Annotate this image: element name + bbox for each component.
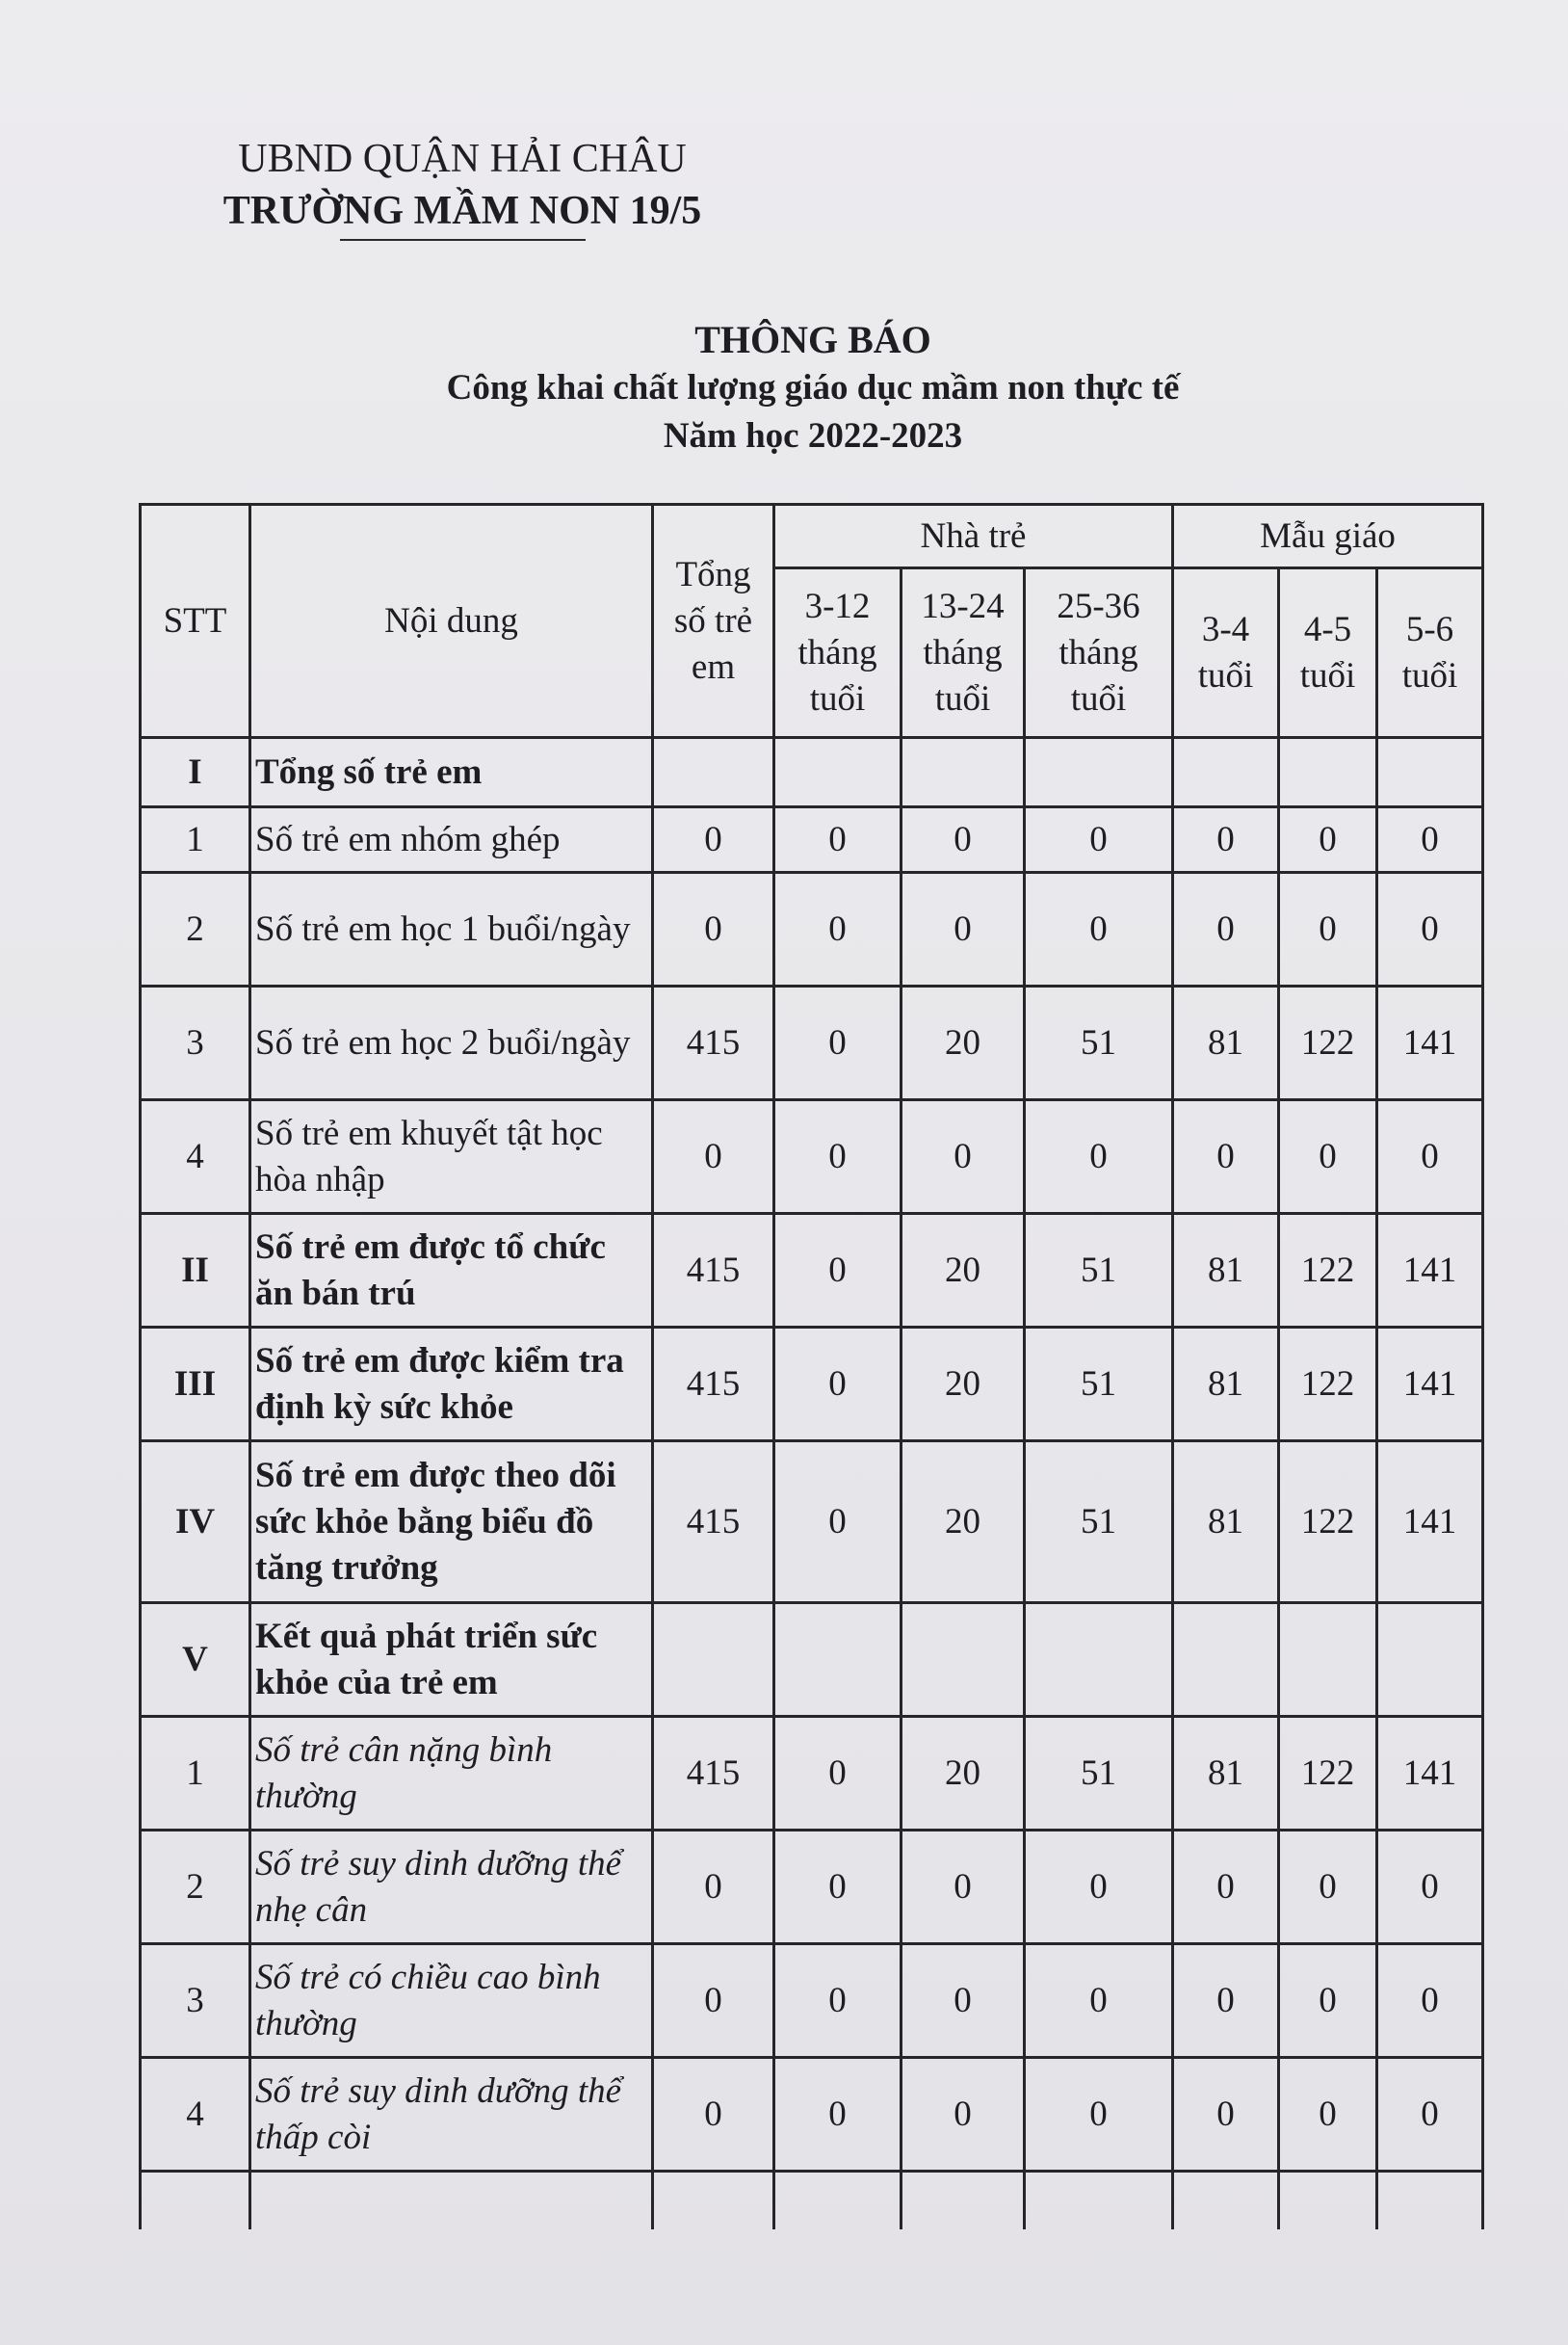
cell-3-4-years: 0 xyxy=(1173,1831,1279,1944)
cell-5-6-years: 141 xyxy=(1377,1214,1483,1328)
row-stt: V xyxy=(141,1603,250,1717)
empty-cell xyxy=(250,2172,653,2229)
cell-total: 415 xyxy=(653,1717,774,1831)
row-stt: 3 xyxy=(141,987,250,1100)
cell-4-5-years xyxy=(1279,738,1377,807)
cell-25-36-months: 0 xyxy=(1025,873,1173,987)
row-stt: 2 xyxy=(141,1831,250,1944)
title-school-year: Năm học 2022-2023 xyxy=(663,416,963,456)
table-row xyxy=(141,1717,1483,1831)
cell-3-12-months: 0 xyxy=(774,987,902,1100)
empty-cell xyxy=(1173,2172,1279,2229)
header-age-5-6-years: 5-6 tuổi xyxy=(1377,568,1483,738)
row-stt: 3 xyxy=(141,1944,250,2058)
cell-total: 0 xyxy=(653,1944,774,2058)
cell-3-4-years: 81 xyxy=(1173,1328,1279,1441)
cell-3-12-months: 0 xyxy=(774,1831,902,1944)
cell-total: 415 xyxy=(653,987,774,1100)
cell-total: 0 xyxy=(653,807,774,873)
row-stt: 2 xyxy=(141,873,250,987)
row-content: Số trẻ em được kiểm tra định kỳ sức khỏe xyxy=(250,1328,653,1441)
row-content: Số trẻ suy dinh dưỡng thể thấp còi xyxy=(250,2058,653,2172)
title-subject: Công khai chất lượng giáo dục mầm non thực tế xyxy=(446,368,1180,408)
header-age-25-36-months: 25-36 tháng tuổi xyxy=(1025,568,1173,738)
cell-25-36-months xyxy=(1025,738,1173,807)
cell-3-4-years xyxy=(1173,738,1279,807)
cell-13-24-months: 20 xyxy=(902,987,1025,1100)
cell-25-36-months: 0 xyxy=(1025,2058,1173,2172)
row-stt: IV xyxy=(141,1441,250,1603)
cell-25-36-months: 51 xyxy=(1025,1214,1173,1328)
cell-5-6-years: 141 xyxy=(1377,1328,1483,1441)
table-row-continuation xyxy=(141,2172,1483,2229)
cell-3-12-months: 0 xyxy=(774,1214,902,1328)
organization-header xyxy=(222,133,703,241)
cell-13-24-months: 0 xyxy=(902,807,1025,873)
header-group-nursery: Nhà trẻ xyxy=(774,505,1173,568)
header-age-13-24-months: 13-24 tháng tuổi xyxy=(902,568,1025,738)
cell-4-5-years: 0 xyxy=(1279,1831,1377,1944)
row-stt: 1 xyxy=(141,1717,250,1831)
row-stt: 4 xyxy=(141,1100,250,1214)
row-content: Số trẻ có chiều cao bình thường xyxy=(250,1944,653,2058)
cell-13-24-months: 20 xyxy=(902,1214,1025,1328)
row-content: Số trẻ em khuyết tật học hòa nhập xyxy=(250,1100,653,1214)
cell-5-6-years xyxy=(1377,738,1483,807)
empty-cell xyxy=(1279,2172,1377,2229)
cell-13-24-months: 0 xyxy=(902,2058,1025,2172)
cell-3-4-years: 0 xyxy=(1173,2058,1279,2172)
empty-cell xyxy=(141,2172,250,2229)
table-row xyxy=(141,1944,1483,2058)
cell-4-5-years: 0 xyxy=(1279,1100,1377,1214)
cell-total: 415 xyxy=(653,1328,774,1441)
cell-3-12-months: 0 xyxy=(774,807,902,873)
header-underline xyxy=(340,239,586,241)
cell-3-12-months: 0 xyxy=(774,1441,902,1603)
cell-25-36-months: 0 xyxy=(1025,1831,1173,1944)
cell-25-36-months: 0 xyxy=(1025,807,1173,873)
cell-5-6-years: 0 xyxy=(1377,1831,1483,1944)
cell-13-24-months: 0 xyxy=(902,873,1025,987)
cell-5-6-years: 0 xyxy=(1377,2058,1483,2172)
cell-25-36-months: 51 xyxy=(1025,1717,1173,1831)
cell-3-4-years: 81 xyxy=(1173,1441,1279,1603)
cell-13-24-months: 20 xyxy=(902,1717,1025,1831)
cell-total: 415 xyxy=(653,1441,774,1603)
cell-13-24-months: 0 xyxy=(902,1831,1025,1944)
header-group-kindergarten: Mẫu giáo xyxy=(1173,505,1483,568)
cell-total xyxy=(653,1603,774,1717)
table-row xyxy=(141,1214,1483,1328)
cell-3-4-years: 0 xyxy=(1173,1944,1279,2058)
cell-4-5-years: 122 xyxy=(1279,1214,1377,1328)
cell-5-6-years: 0 xyxy=(1377,1944,1483,2058)
cell-5-6-years: 0 xyxy=(1377,873,1483,987)
cell-13-24-months: 0 xyxy=(902,1944,1025,2058)
table-row xyxy=(141,1328,1483,1441)
table-row xyxy=(141,1100,1483,1214)
cell-total: 0 xyxy=(653,1100,774,1214)
cell-13-24-months: 20 xyxy=(902,1328,1025,1441)
cell-25-36-months: 51 xyxy=(1025,987,1173,1100)
cell-4-5-years: 122 xyxy=(1279,1717,1377,1831)
org-line-district: UBND QUẬN HẢI CHÂU xyxy=(238,137,687,181)
empty-cell xyxy=(653,2172,774,2229)
cell-total: 0 xyxy=(653,873,774,987)
table-row xyxy=(141,738,1483,807)
cell-3-12-months xyxy=(774,1603,902,1717)
org-line-school: TRƯỜNG MẦM NON 19/5 xyxy=(222,189,702,233)
row-content: Số trẻ cân nặng bình thường xyxy=(250,1717,653,1831)
cell-5-6-years xyxy=(1377,1603,1483,1717)
cell-25-36-months: 0 xyxy=(1025,1944,1173,2058)
cell-total: 0 xyxy=(653,1831,774,1944)
header-age-3-4-years: 3-4 tuổi xyxy=(1173,568,1279,738)
header-stt: STT xyxy=(141,505,250,738)
cell-5-6-years: 141 xyxy=(1377,987,1483,1100)
cell-3-12-months: 0 xyxy=(774,2058,902,2172)
cell-3-12-months: 0 xyxy=(774,1717,902,1831)
row-content: Số trẻ em học 2 buổi/ngày xyxy=(250,987,653,1100)
cell-3-12-months: 0 xyxy=(774,1328,902,1441)
row-content: Số trẻ suy dinh dưỡng thể nhẹ cân xyxy=(250,1831,653,1944)
row-stt: II xyxy=(141,1214,250,1328)
cell-13-24-months: 20 xyxy=(902,1441,1025,1603)
cell-13-24-months xyxy=(902,1603,1025,1717)
cell-5-6-years: 141 xyxy=(1377,1717,1483,1831)
header-content: Nội dung xyxy=(250,505,653,738)
header-total: Tổng số trẻ em xyxy=(653,505,774,738)
cell-3-4-years: 0 xyxy=(1173,807,1279,873)
table-row xyxy=(141,1441,1483,1603)
cell-3-4-years: 0 xyxy=(1173,873,1279,987)
cell-3-4-years: 81 xyxy=(1173,1214,1279,1328)
title-notice: THÔNG BÁO xyxy=(694,318,931,361)
cell-3-12-months xyxy=(774,738,902,807)
cell-total: 415 xyxy=(653,1214,774,1328)
cell-4-5-years: 0 xyxy=(1279,1944,1377,2058)
cell-4-5-years: 0 xyxy=(1279,2058,1377,2172)
row-content: Số trẻ em nhóm ghép xyxy=(250,807,653,873)
header-age-4-5-years: 4-5 tuổi xyxy=(1279,568,1377,738)
cell-3-4-years: 81 xyxy=(1173,987,1279,1100)
cell-5-6-years: 0 xyxy=(1377,807,1483,873)
row-stt: 1 xyxy=(141,807,250,873)
cell-3-4-years: 81 xyxy=(1173,1717,1279,1831)
empty-cell xyxy=(902,2172,1025,2229)
cell-3-4-years xyxy=(1173,1603,1279,1717)
table-row xyxy=(141,1831,1483,1944)
quality-report-table xyxy=(139,503,1484,2229)
cell-25-36-months: 51 xyxy=(1025,1328,1173,1441)
cell-25-36-months: 0 xyxy=(1025,1100,1173,1214)
empty-cell xyxy=(774,2172,902,2229)
table-row xyxy=(141,1603,1483,1717)
empty-cell xyxy=(1025,2172,1173,2229)
empty-cell xyxy=(1377,2172,1483,2229)
table-row xyxy=(141,807,1483,873)
cell-3-4-years: 0 xyxy=(1173,1100,1279,1214)
cell-5-6-years: 0 xyxy=(1377,1100,1483,1214)
cell-4-5-years: 0 xyxy=(1279,807,1377,873)
row-content: Số trẻ em học 1 buổi/ngày xyxy=(250,873,653,987)
table-row xyxy=(141,873,1483,987)
cell-4-5-years xyxy=(1279,1603,1377,1717)
cell-4-5-years: 122 xyxy=(1279,987,1377,1100)
row-content: Số trẻ em được tổ chức ăn bán trú xyxy=(250,1214,653,1328)
table-row xyxy=(141,2058,1483,2172)
row-stt: III xyxy=(141,1328,250,1441)
cell-25-36-months: 51 xyxy=(1025,1441,1173,1603)
cell-total: 0 xyxy=(653,2058,774,2172)
cell-4-5-years: 122 xyxy=(1279,1328,1377,1441)
cell-13-24-months xyxy=(902,738,1025,807)
row-stt: I xyxy=(141,738,250,807)
row-content: Kết quả phát triển sức khỏe của trẻ em xyxy=(250,1603,653,1717)
cell-total xyxy=(653,738,774,807)
cell-3-12-months: 0 xyxy=(774,873,902,987)
header-age-3-12-months: 3-12 tháng tuổi xyxy=(774,568,902,738)
row-stt: 4 xyxy=(141,2058,250,2172)
cell-5-6-years: 141 xyxy=(1377,1441,1483,1603)
table-row xyxy=(141,987,1483,1100)
row-content: Số trẻ em được theo dõi sức khỏe bằng biểu đồ tăng trưởng xyxy=(250,1441,653,1603)
cell-3-12-months: 0 xyxy=(774,1944,902,2058)
document-title xyxy=(0,316,1568,461)
cell-13-24-months: 0 xyxy=(902,1100,1025,1214)
cell-25-36-months xyxy=(1025,1603,1173,1717)
cell-3-12-months: 0 xyxy=(774,1100,902,1214)
cell-4-5-years: 0 xyxy=(1279,873,1377,987)
cell-4-5-years: 122 xyxy=(1279,1441,1377,1603)
row-content: Tổng số trẻ em xyxy=(250,738,653,807)
